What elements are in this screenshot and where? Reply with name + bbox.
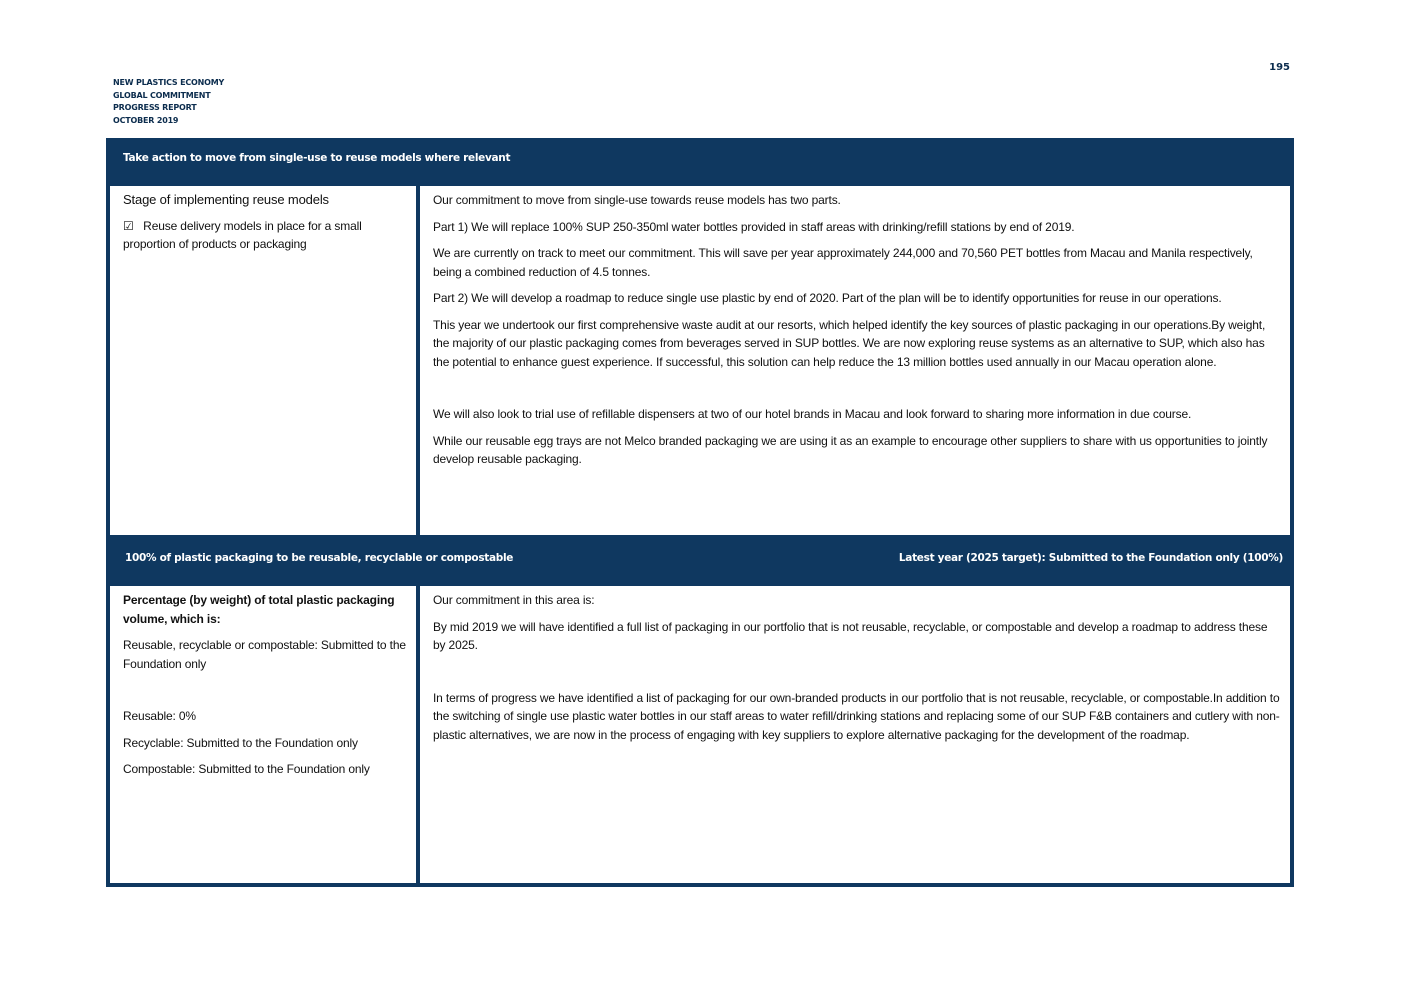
reuse-stage-item [123, 217, 408, 254]
packaging-percentage-cell [110, 586, 416, 883]
dispenser-trial-paragraph: We will also look to trial use of refillable dispensers at two of our hotel brands in Macau and look forward to sharing more information in due course. [433, 407, 1192, 421]
waste-audit-paragraph: This year we undertook our first comprehensive waste audit at our resorts, which helped identify the key sources of plastic packaging in our operations.By weight, the majority of our plastic packaging comes from beverages served in SUP bottles. We are now exploring reuse systems as an alternative to SUP, which also has the potential to enhance guest experience. If successful, this solution can help reduce the 13 million bottles used annually in our Macau operation alone. [433, 317, 1266, 369]
section-title-bar [106, 138, 1294, 178]
commitment-part-1: Part 1) We will replace 100% SUP 250-350ml water bottles provided in staff areas with drinking/refill stations by end of 2019. [433, 219, 1075, 234]
report-type-line: PROGRESS REPORT [113, 103, 197, 112]
progress-paragraph: In terms of progress we have identified a list of packaging for our own-branded products in our portfolio that is not reusable, recyclable, or compostable.In addition to the switching of single use plastic water bottles in our staff areas to water refill/drinking stations and replacing some of our SUP F&B containers and cutlery with non-plastic alternatives, we are now in the process of engaging with key suppliers to explore alternative packaging for the development of the roadmap. [433, 690, 1280, 742]
reuse-stage-label: Stage of implementing reuse models [123, 192, 329, 207]
commitment-intro: Our commitment in this area is: [433, 593, 595, 607]
reuse-commitment-cell [420, 186, 1290, 535]
paragraph-spacer [433, 379, 1280, 405]
section-title: Take action to move from single-use to reuse models where relevant [123, 152, 511, 164]
reuse-stage-item-label: Reuse delivery models in place for a small proportion of products or packaging [123, 218, 362, 251]
reuse-models-section [106, 138, 1294, 539]
commitment-part-2: Part 2) We will develop a roadmap to reduce single use plastic by end of 2020. Part of the plan will be to identify opportunities for reuse in our operations. [433, 291, 1222, 305]
report-subtitle-line: GLOBAL COMMITMENT [113, 90, 211, 100]
paragraph-spacer [433, 663, 1280, 689]
recyclable-value: Recyclable: Submitted to the Foundation only [123, 735, 358, 750]
egg-trays-paragraph: While our reusable egg trays are not Melco branded packaging we are using it as an example to encourage other suppliers to share with us opportunities to jointly develop reusable packaging. [433, 433, 1268, 466]
target-status: Latest year (2025 target): Submitted to the Foundation only (100%) [898, 552, 1283, 564]
packaging-commitment-cell [420, 586, 1290, 883]
report-date-line: OCTOBER 2019 [113, 115, 179, 125]
reusable-recyclable-section [106, 538, 1294, 887]
reusable-value: Reusable: 0% [123, 709, 196, 723]
commitment-progress: We are currently on track to meet our commitment. This will save per year approximately 244,000 and 70,560 PET bottles from Macau and Manila respectively, being a combined reduction of 4.5 tonnes. [433, 246, 1253, 279]
compostable-value: Compostable: Submitted to the Foundation only [123, 762, 370, 776]
combined-value: Reusable, recyclable or compostable: Submitted to the Foundation only [123, 638, 406, 671]
checkbox-checked-icon: ☑ [123, 218, 134, 233]
section-title-bar [106, 538, 1294, 578]
report-header [113, 77, 224, 127]
section-body [110, 586, 1290, 883]
percentage-label: Percentage (by weight) of total plastic packaging volume, which is: [123, 593, 395, 626]
commitment-intro: Our commitment to move from single-use towards reuse models has two parts. [433, 193, 841, 207]
report-title-line: NEW PLASTICS ECONOMY [113, 78, 225, 87]
section-title: 100% of plastic packaging to be reusable, recyclable or compostable [125, 552, 514, 564]
section-body [110, 186, 1290, 535]
commitment-roadmap: By mid 2019 we will have identified a full list of packaging in our portfolio that is not reusable, recyclable, or compostable and develop a roadmap to address these by 2025. [433, 619, 1268, 652]
page-number: 195 [1269, 62, 1290, 73]
reuse-stage-cell [110, 186, 416, 535]
value-spacer [123, 681, 408, 707]
